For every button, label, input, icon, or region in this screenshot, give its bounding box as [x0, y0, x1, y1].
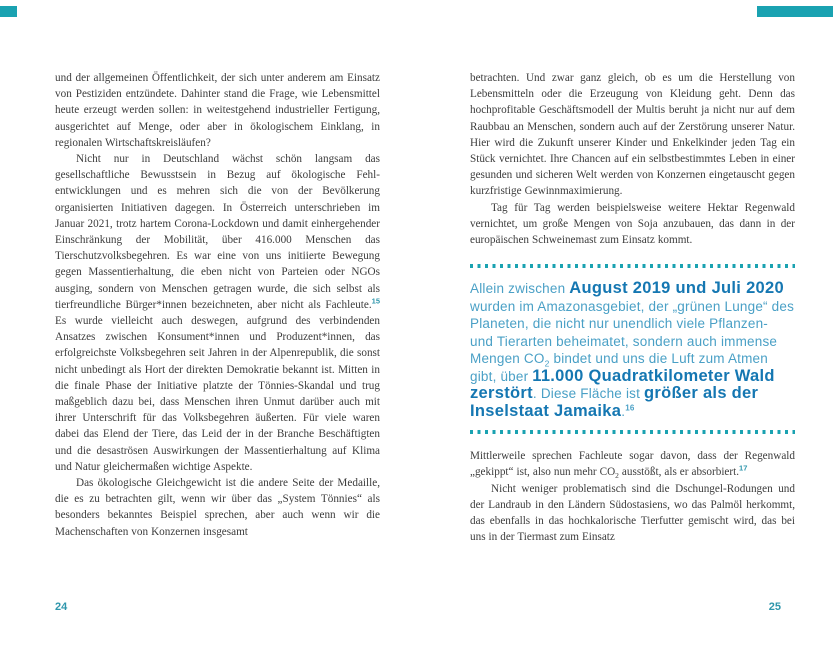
paragraph: Nicht nur in Deutschland wächst schön langsam das gesellschaftliche Bewusstsein in Bezug auf ökologische Fehlentwicklungen und es mehren sich die von der Bevölkerung organisierten Initiativen dagegen. In Österreich unterschrieben im Januar 2021, trotz hartem Corona-Lockdown und damit einhergehender Einschränkung der Mobilität, über 416.000 Menschen das Tierschutzvolksbegehren. Es war eine von uns initiierte Bewegung gegen Massentierhaltung, die eben nicht von Parteien oder NGOs ausging, sondern von Menschen getragen wurde, die sich selbst als tierfreundliche Bürger*innen bezeichneten, aber nicht als Fachleute.$^{15}$ Es wurde vielleicht auch deswegen, aufgrund des verbindenden Ansatzes zwischen Konsument*innen und Produzent*innen, das erfolgreichste Volksbegehren seit Jahren in der Alpenrepublik, die sonst nicht unbedingt als Hort der direkten Demokratie bekannt ist. Mitten in die finale Phase der Initiative platzte der Tönnies-Skandal und trug maßgeblich dazu bei, dass Menschen ihren Unmut darüber auch mit ihrer Unterschrift für das Volksbegehren äußerten. Für viele waren dabei das Elend der Tiere, das Leid der in der Branche Beschäftigten und die desaströsen Auswirkungen der Massentierhaltung auf Klima und Natur gleichermaßen wichtige Aspekte.	[55, 153, 380, 473]
right-page-top-paragraphs	[470, 70, 795, 248]
left-page-text-column	[55, 70, 380, 540]
right-page-bottom-paragraphs	[470, 448, 795, 545]
paragraph: betrachten. Und zwar ganz gleich, ob es um die Herstellung von Lebensmitteln oder die Erzeugung von Kleidung geht. Denn das hochprofitable Geschäftsmodell der Multis beruht ja nicht nur auf dem Raubbau an Menschen, sondern auch auf der Zerstörung unserer Natur. Hier wird die Zukunft unserer Kinder und Enkelkinder jeden Tag ein Stück vernichtet. Ihre Chancen auf ein selbstbestimmtes Leben in einer gesunden und sicheren Welt werden von Konzernen eingetauscht gegen kurzfristige Gewinnmaximierung.	[470, 72, 795, 198]
page-corner-tab-right	[757, 6, 833, 17]
right-page-text-column	[470, 70, 795, 545]
paragraph: und der allgemeinen Öffentlichkeit, der sich unter anderem am Einsatz von Pestiziden entzündete. Dahinter stand die Frage, wie Lebensmittel heute erzeugt werden sollen: in weitestgehend industrieller Fertigung, ausgerichtet auf Menge, oder aber in ökologischem Einklang, in regionalen Wirtschaftskreisläufen?	[55, 72, 380, 149]
dotted-separator-top	[470, 264, 795, 268]
paragraph: Tag für Tag werden beispielsweise weitere Hektar Regenwald vernichtet, um große Mengen von Soja anzubauen, das dann in der europäischen Schweinemast zum Einsatz kommt.	[470, 201, 795, 247]
pull-quote: Allein zwischen August 2019 und Juli 2020 wurden im Amazonasgebiet, der „grünen Lunge“ des Planeten, die nicht nur unendlich viele Pflanzen- und Tierarten beheimatet, sondern auch immense Mengen $CO_2$ bindet und uns die Luft zum Atmen gibt, über 11.000 Quadratkilometer Wald zerstört. Diese Fläche ist größer als der Inselstaat Jamaika.$^{16}$	[470, 279, 795, 420]
paragraph: Nicht weniger problematisch sind die Dschungel-Rodungen und der Landraub in den Ländern Südostasiens, wo das Palmöl herkommt, das ebenfalls in das hochkalorische Tierfutter gemischt wird, das bei uns in der Tiermast zum Einsatz	[470, 482, 795, 544]
page-number-right: 25	[768, 601, 781, 613]
paragraph: Das ökologische Gleichgewicht ist die andere Seite der Medaille, die es zu betrachten gilt, wenn wir über das „System Tönnies“ als besonders bekanntes Beispiel sprechen, aber auch wenn wir die Machenschaften von Konzernen insgesamt	[55, 477, 380, 538]
page-number-left: 24	[55, 601, 68, 613]
dotted-separator-bottom	[470, 430, 795, 434]
page-corner-tab-left	[0, 6, 17, 17]
paragraph: Mittlerweile sprechen Fachleute sogar davon, dass der Regenwald „gekippt“ ist, also nun mehr $CO_2$ ausstößt, als er absorbiert.$^{17}$	[470, 450, 795, 481]
